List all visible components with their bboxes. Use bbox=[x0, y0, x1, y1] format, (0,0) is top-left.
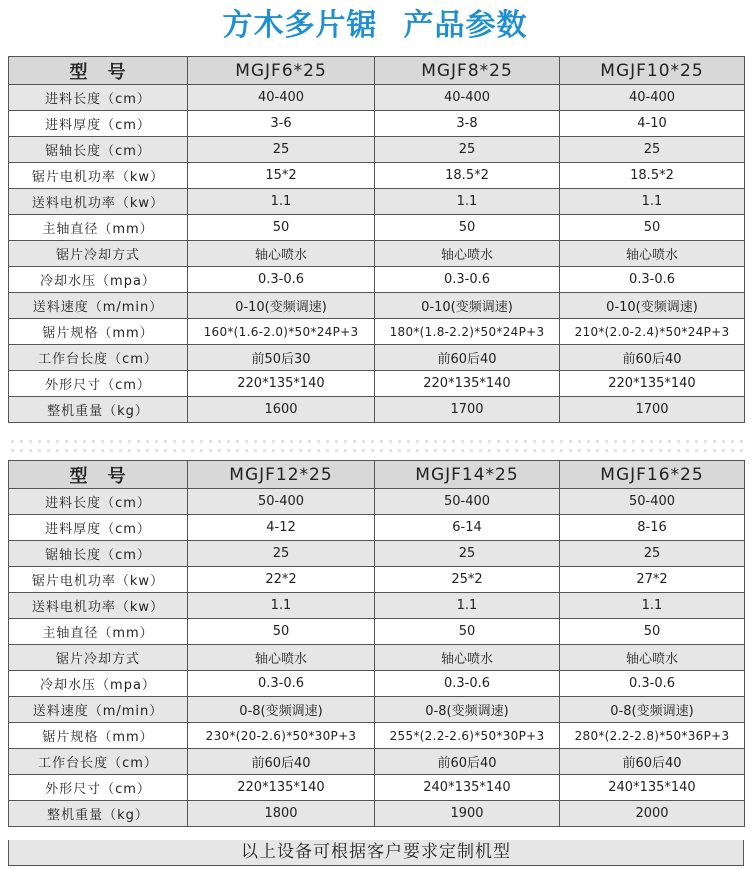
spec-value: 2000 bbox=[560, 801, 745, 827]
table-row bbox=[9, 163, 745, 189]
table-row bbox=[9, 345, 745, 371]
table-row bbox=[9, 645, 745, 671]
dotted-divider bbox=[8, 437, 744, 453]
spec-value: 1900 bbox=[375, 801, 560, 827]
spec-value: 1.1 bbox=[560, 189, 745, 215]
spec-value: 50-400 bbox=[560, 489, 745, 515]
row-label: 送料电机功率（kw） bbox=[9, 593, 188, 619]
spec-value: 0.3-0.6 bbox=[375, 671, 560, 697]
row-label: 进料厚度（cm） bbox=[9, 111, 188, 137]
spec-value: 25 bbox=[188, 541, 375, 567]
spec-value: 255*(2.2-2.6)*50*30P+3 bbox=[375, 723, 560, 749]
table-row bbox=[9, 749, 745, 775]
page-title bbox=[0, 4, 750, 48]
row-label: 送料速度（m/min） bbox=[9, 697, 188, 723]
spec-value: 前60后40 bbox=[560, 345, 745, 371]
spec-value: 8-16 bbox=[560, 515, 745, 541]
table-row bbox=[9, 567, 745, 593]
footer-note: 以上设备可根据客户要求定制机型 bbox=[8, 840, 744, 866]
model-header-label: 型 号 bbox=[9, 461, 188, 489]
spec-value: 前60后40 bbox=[375, 749, 560, 775]
spec-value: 240*135*140 bbox=[560, 775, 745, 801]
table-row bbox=[9, 137, 745, 163]
spec-value: 0-10(变频调速) bbox=[188, 293, 375, 319]
spec-value: 前50后30 bbox=[188, 345, 375, 371]
model-name: MGJF12*25 bbox=[188, 461, 375, 489]
spec-value: 0-10(变频调速) bbox=[375, 293, 560, 319]
row-label: 锯片冷却方式 bbox=[9, 645, 188, 671]
spec-value: 50 bbox=[560, 215, 745, 241]
spec-value: 25*2 bbox=[375, 567, 560, 593]
spec-value: 轴心喷水 bbox=[560, 241, 745, 267]
spec-value: 40-400 bbox=[560, 85, 745, 111]
spec-value: 1.1 bbox=[188, 593, 375, 619]
table-row bbox=[9, 671, 745, 697]
spec-value: 3-6 bbox=[188, 111, 375, 137]
row-label: 送料电机功率（kw） bbox=[9, 189, 188, 215]
spec-value: 4-12 bbox=[188, 515, 375, 541]
row-label: 锯片电机功率（kw） bbox=[9, 163, 188, 189]
table-row bbox=[9, 111, 745, 137]
row-label: 主轴直径（mm） bbox=[9, 619, 188, 645]
model-header-label: 型 号 bbox=[9, 57, 188, 85]
row-label: 外形尺寸（cm） bbox=[9, 775, 188, 801]
spec-value: 280*(2.2-2.8)*50*36P+3 bbox=[560, 723, 745, 749]
spec-value: 240*135*140 bbox=[375, 775, 560, 801]
spec-value: 50-400 bbox=[375, 489, 560, 515]
row-label: 锯片规格（mm） bbox=[9, 319, 188, 345]
spec-value: 0.3-0.6 bbox=[188, 267, 375, 293]
spec-value: 3-8 bbox=[375, 111, 560, 137]
spec-value: 220*135*140 bbox=[188, 775, 375, 801]
spec-value: 4-10 bbox=[560, 111, 745, 137]
spec-value: 22*2 bbox=[188, 567, 375, 593]
table-row bbox=[9, 801, 745, 827]
row-label: 工作台长度（cm） bbox=[9, 749, 188, 775]
spec-value: 25 bbox=[560, 541, 745, 567]
model-name: MGJF16*25 bbox=[560, 461, 745, 489]
spec-value: 前60后40 bbox=[188, 749, 375, 775]
spec-value: 1700 bbox=[375, 397, 560, 423]
spec-value: 160*(1.6-2.0)*50*24P+3 bbox=[188, 319, 375, 345]
spec-value: 0-8(变频调速) bbox=[188, 697, 375, 723]
spec-value: 210*(2.0-2.4)*50*24P+3 bbox=[560, 319, 745, 345]
spec-value: 220*135*140 bbox=[188, 371, 375, 397]
spec-value: 1.1 bbox=[375, 593, 560, 619]
model-name: MGJF8*25 bbox=[375, 57, 560, 85]
spec-value: 180*(1.8-2.2)*50*24P+3 bbox=[375, 319, 560, 345]
row-label: 主轴直径（mm） bbox=[9, 215, 188, 241]
row-label: 冷却水压（mpa） bbox=[9, 671, 188, 697]
model-name: MGJF10*25 bbox=[560, 57, 745, 85]
spec-value: 轴心喷水 bbox=[188, 241, 375, 267]
table-row bbox=[9, 267, 745, 293]
spec-value: 0-8(变频调速) bbox=[375, 697, 560, 723]
spec-value: 轴心喷水 bbox=[375, 645, 560, 671]
table-row bbox=[9, 85, 745, 111]
spec-value: 1800 bbox=[188, 801, 375, 827]
table-row bbox=[9, 593, 745, 619]
model-name: MGJF14*25 bbox=[375, 461, 560, 489]
table-row bbox=[9, 215, 745, 241]
table-row bbox=[9, 489, 745, 515]
spec-value: 1700 bbox=[560, 397, 745, 423]
spec-value: 50 bbox=[560, 619, 745, 645]
row-label: 锯片冷却方式 bbox=[9, 241, 188, 267]
spec-value: 220*135*140 bbox=[560, 371, 745, 397]
spec-value: 27*2 bbox=[560, 567, 745, 593]
spec-value: 25 bbox=[375, 137, 560, 163]
model-name: MGJF6*25 bbox=[188, 57, 375, 85]
row-label: 锯轴长度（cm） bbox=[9, 137, 188, 163]
spec-value: 1.1 bbox=[188, 189, 375, 215]
row-label: 整机重量（kg） bbox=[9, 397, 188, 423]
table-row bbox=[9, 241, 745, 267]
spec-value: 0.3-0.6 bbox=[188, 671, 375, 697]
table-row bbox=[9, 189, 745, 215]
product-name: 方木多片锯 bbox=[222, 8, 378, 43]
table-row bbox=[9, 397, 745, 423]
title-suffix: 产品参数 bbox=[403, 8, 528, 43]
spec-value: 0.3-0.6 bbox=[560, 267, 745, 293]
spec-value: 0.3-0.6 bbox=[560, 671, 745, 697]
row-label: 送料速度（m/min） bbox=[9, 293, 188, 319]
spec-value: 220*135*140 bbox=[375, 371, 560, 397]
spec-value: 230*(20-2.6)*50*30P+3 bbox=[188, 723, 375, 749]
spec-table-2 bbox=[8, 460, 745, 827]
spec-value: 18.5*2 bbox=[375, 163, 560, 189]
spec-value: 轴心喷水 bbox=[375, 241, 560, 267]
row-label: 外形尺寸（cm） bbox=[9, 371, 188, 397]
spec-value: 25 bbox=[375, 541, 560, 567]
table-row bbox=[9, 541, 745, 567]
spec-value: 轴心喷水 bbox=[560, 645, 745, 671]
spec-value: 1600 bbox=[188, 397, 375, 423]
table-row bbox=[9, 775, 745, 801]
spec-value: 0-10(变频调速) bbox=[560, 293, 745, 319]
spec-value: 40-400 bbox=[375, 85, 560, 111]
spec-value: 50 bbox=[188, 619, 375, 645]
table-row bbox=[9, 697, 745, 723]
spec-value: 6-14 bbox=[375, 515, 560, 541]
row-label: 工作台长度（cm） bbox=[9, 345, 188, 371]
spec-value: 40-400 bbox=[188, 85, 375, 111]
spec-value: 0-8(变频调速) bbox=[560, 697, 745, 723]
spec-value: 1.1 bbox=[375, 189, 560, 215]
spec-table-1 bbox=[8, 56, 745, 423]
spec-value: 18.5*2 bbox=[560, 163, 745, 189]
table-row bbox=[9, 723, 745, 749]
table-row bbox=[9, 293, 745, 319]
table-row bbox=[9, 319, 745, 345]
spec-value: 50 bbox=[375, 619, 560, 645]
row-label: 锯片规格（mm） bbox=[9, 723, 188, 749]
row-label: 锯轴长度（cm） bbox=[9, 541, 188, 567]
row-label: 进料厚度（cm） bbox=[9, 515, 188, 541]
spec-value: 50 bbox=[375, 215, 560, 241]
table-row bbox=[9, 515, 745, 541]
spec-value: 0.3-0.6 bbox=[375, 267, 560, 293]
spec-value: 25 bbox=[560, 137, 745, 163]
spec-value: 1.1 bbox=[560, 593, 745, 619]
row-label: 冷却水压（mpa） bbox=[9, 267, 188, 293]
row-label: 进料长度（cm） bbox=[9, 489, 188, 515]
spec-value: 前60后40 bbox=[375, 345, 560, 371]
row-label: 锯片电机功率（kw） bbox=[9, 567, 188, 593]
spec-value: 50 bbox=[188, 215, 375, 241]
table-row bbox=[9, 371, 745, 397]
spec-value: 轴心喷水 bbox=[188, 645, 375, 671]
spec-value: 50-400 bbox=[188, 489, 375, 515]
row-label: 整机重量（kg） bbox=[9, 801, 188, 827]
table-row bbox=[9, 619, 745, 645]
spec-value: 15*2 bbox=[188, 163, 375, 189]
row-label: 进料长度（cm） bbox=[9, 85, 188, 111]
table-header-row bbox=[9, 461, 745, 489]
spec-value: 25 bbox=[188, 137, 375, 163]
table-header-row bbox=[9, 57, 745, 85]
spec-value: 前60后40 bbox=[560, 749, 745, 775]
